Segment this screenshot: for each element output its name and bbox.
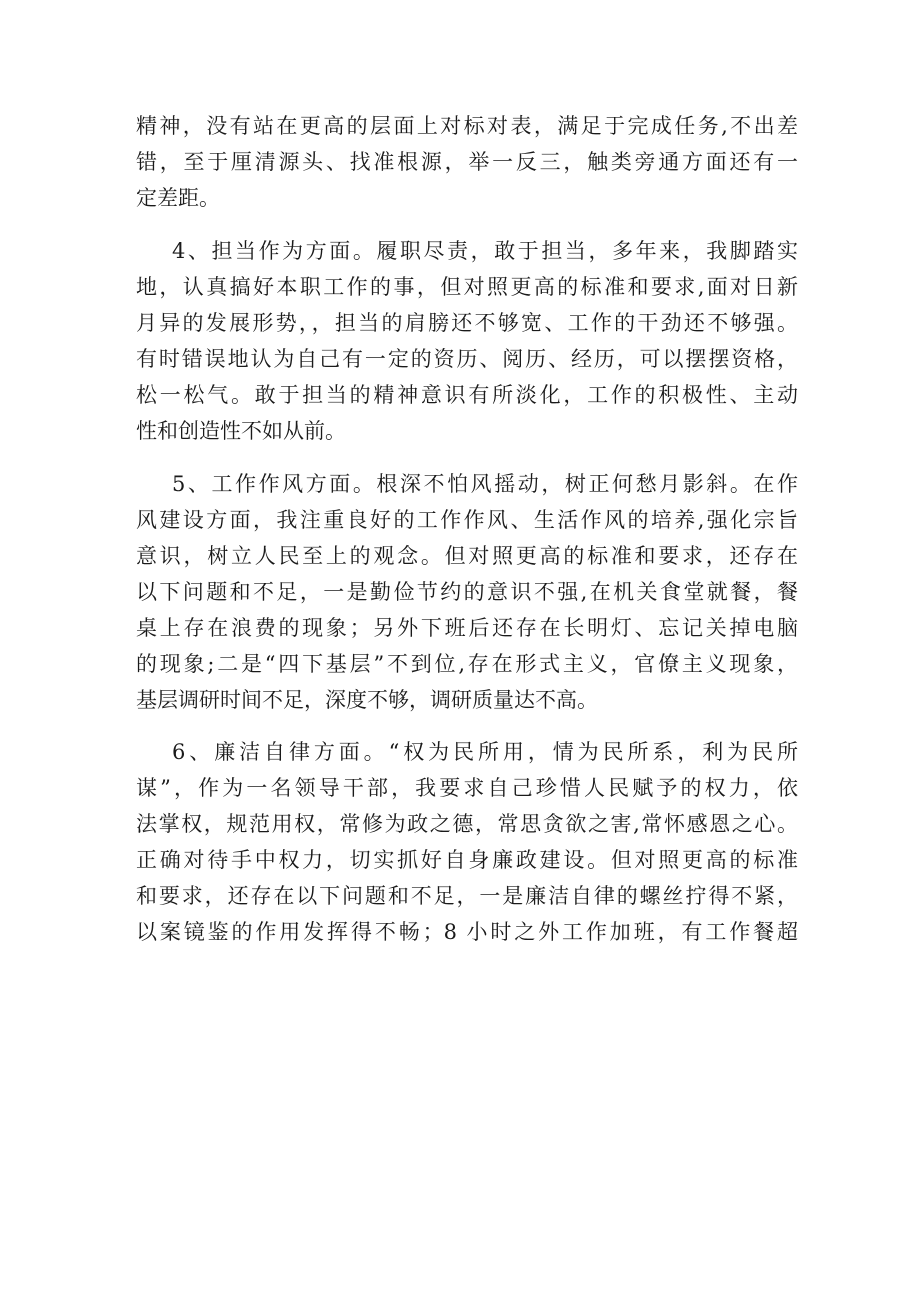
body-text	[136, 108, 798, 950]
text-line: 和要求，还存在以下问题和不足，一是廉洁自律的螺丝拧得不紧，	[136, 884, 798, 909]
text-line: 法掌权，规范用权，常修为政之德，常思贪欲之害,常怀感恩之心。	[136, 812, 798, 837]
text-line: 基层调研时间不足，深度不够，调研质量达不高。	[136, 687, 598, 712]
text-line: 以下问题和不足，一是勤俭节约的意识不强,在机关食堂就餐，餐	[136, 579, 798, 604]
text-line: 谋”，作为一名领导干部，我要求自己珍惜人民赋予的权力，依	[136, 776, 798, 801]
text-line: 定差距。	[136, 186, 220, 210]
text-line: 月异的发展形势，，担当的肩膀还不够宽、工作的干劲还不够强。	[136, 310, 798, 335]
text-line: 精神，没有站在更高的层面上对标对表，满足于完成任务,不出差	[136, 114, 798, 138]
text-line: 6、廉洁自律方面。“权为民所用，情为民所系，利为民所	[172, 740, 798, 765]
text-line: 桌上存在浪费的现象；另外下班后还存在长明灯、忘记关掉电脑	[136, 615, 798, 640]
text-line: 意识，树立人民至上的观念。但对照更高的标准和要求，还存在	[136, 543, 798, 568]
paragraph	[136, 108, 798, 216]
text-line: 错，至于厘清源头、找准根源，举一反三，触类旁通方面还有一	[136, 150, 798, 174]
paragraph	[136, 734, 798, 950]
text-line: 4、担当作为方面。履职尽责，敢于担当，多年来，我脚踏实	[172, 238, 798, 263]
paragraph-gap	[136, 718, 798, 735]
paragraph	[136, 466, 798, 718]
text-line: 风建设方面，我注重良好的工作作风、生活作风的培养,强化宗旨	[136, 507, 798, 532]
paragraph-gap	[136, 449, 798, 466]
text-line: 正确对待手中权力，切实抓好自身廉政建设。但对照更高的标准	[136, 848, 798, 873]
paragraph	[136, 233, 798, 449]
text-line: 的现象;二是“四下基层”不到位,存在形式主义，官僚主义现象，	[136, 651, 798, 676]
paragraph-gap	[136, 216, 798, 233]
text-line: 性和创造性不如从前。	[136, 418, 346, 443]
text-line: 5、工作作风方面。根深不怕风摇动，树正何愁月影斜。在作	[172, 471, 798, 496]
text-line: 松一松气。敢于担当的精神意识有所淡化，工作的积极性、主动	[136, 382, 798, 407]
text-line: 以案镜鉴的作用发挥得不畅；8 小时之外工作加班，有工作餐超	[136, 920, 798, 945]
text-line: 地，认真搞好本职工作的事，但对照更高的标准和要求,面对日新	[136, 274, 798, 299]
text-line: 有时错误地认为自己有一定的资历、阅历、经历，可以摆摆资格，	[136, 346, 798, 371]
